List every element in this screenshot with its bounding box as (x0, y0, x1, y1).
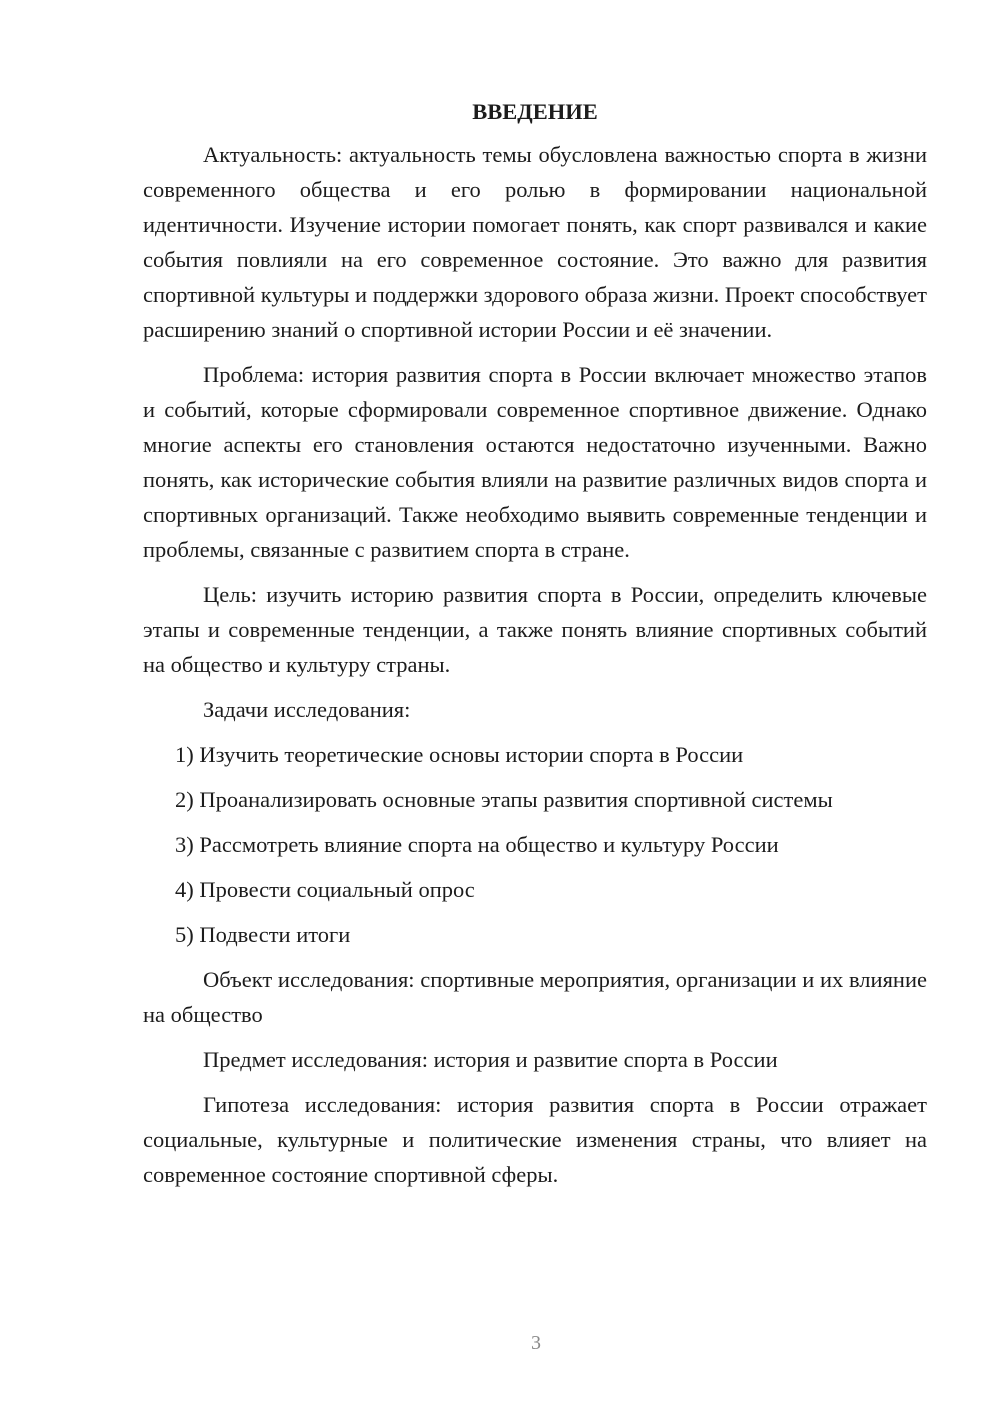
page-number: 3 (531, 1332, 541, 1354)
tasks-heading: Задачи исследования: (203, 697, 411, 722)
task-item: 4) Провести социальный опрос (175, 877, 475, 902)
hypothesis-paragraph: Гипотеза исследования: история развития спорта в России отражает социальные, культурные и политические изменения страны, что влияет на современное состояние спортивной сферы. (143, 1092, 927, 1187)
task-item: 2) Проанализировать основные этапы развития спортивной системы (175, 787, 833, 812)
page-content (143, 96, 927, 1202)
tasks-list (143, 737, 927, 952)
subject-paragraph: Предмет исследования: история и развитие спорта в России (203, 1047, 778, 1072)
problem-paragraph: Проблема: история развития спорта в России включает множество этапов и событий, которые сформировали современное спортивное движение. Однако многие аспекты его становления остаются недостаточно изученными. Важно понять, как исторические события влияли на развитие различных видов спорта и спортивных организаций. Также необходимо выявить современные тенденции и проблемы, связанные с развитием спорта в стране. (143, 362, 927, 562)
section-title: ВВЕДЕНИЕ (472, 99, 598, 124)
task-item: 1) Изучить теоретические основы истории спорта в России (175, 742, 744, 767)
object-paragraph: Объект исследования: спортивные мероприятия, организации и их влияние на общество (143, 967, 927, 1027)
relevance-paragraph: Актуальность: актуальность темы обусловлена важностью спорта в жизни современного общества и его ролью в формировании национальной идентичности. Изучение истории помогает понять, как спорт развивался и какие события повлияли на его современное состояние. Это важно для развития спортивной культуры и поддержки здорового образа жизни. Проект способствует расширению знаний о спортивной истории России и её значении. (143, 142, 927, 342)
task-item: 3) Рассмотреть влияние спорта на общество и культуру России (175, 832, 779, 857)
goal-paragraph: Цель: изучить историю развития спорта в России, определить ключевые этапы и современные тенденции, а также понять влияние спортивных событий на общество и культуру страны. (143, 582, 927, 677)
task-item: 5) Подвести итоги (175, 922, 351, 947)
